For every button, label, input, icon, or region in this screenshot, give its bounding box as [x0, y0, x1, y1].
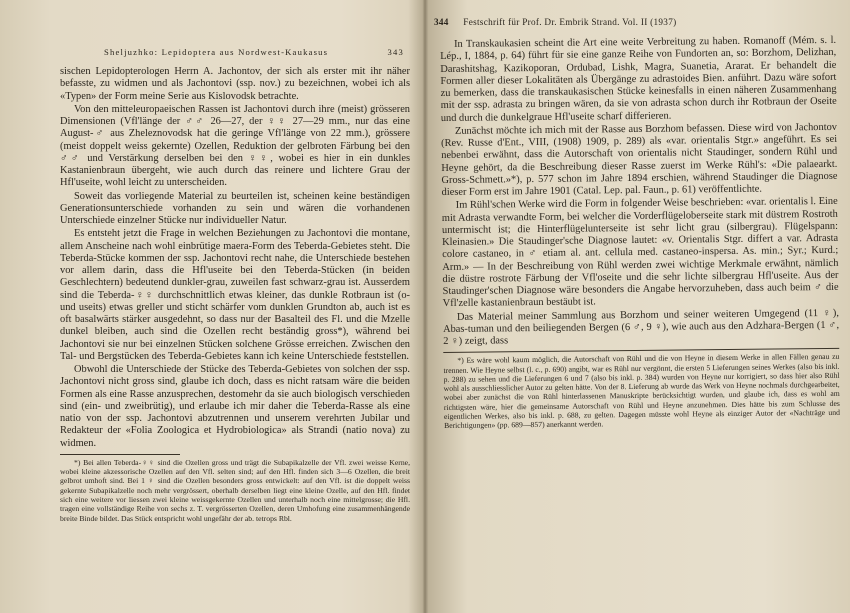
paragraph: sischen Lepidopterologen Herrn A. Jachontov, der sich als erster mit ihr näher befasste, zu widmen und als Jachontovi (ssp. nov.) zu bezeichnen, wobei ich als «Typen» der Form meine Serie aus Kislovodsk betrachte.: [60, 66, 410, 102]
paragraph: Obwohl die Unterschiede der Stücke des Teberda-Gebietes von solchen der ssp. Jachontovi nicht gross sind, glaube ich doch, dass es nicht ratsam wäre die beiden Formen als eine Rasse anzusprechen, destomehr da sie auch biologisch verschieden sind (ein- und zweibrütig), und erlaube ich mir daher die Teberda-Rasse als eine natio von der ssp. Jachontovi abzutrennen und unserem verehrten Jubilar und Redakteur der «Folia Zoologica et Hydrobiologica» als Strandi (natio nova) zu widmen.: [60, 364, 410, 449]
paragraph: Von den mitteleuropaeischen Rassen ist Jachontovi durch ihre (meist) grösseren Dimensionen (Vfl'länge der ♂♂ 26—27, der ♀♀ 27—29 mm., nur das eine August-♂ aus Zheleznovodsk hat die geringe Vfl'länge von 22 mm.), grössere (meist doppelt weiss gekernte) Ozellen, Reduktion der gelbroten Färbung bei den ♂♂ und Verstärkung derselben bei den ♀♀, wobei es hier in ein dunkles Kastanienbraun übergeht, wie auch durch das reinere und lichtere Grau der Hfl'useite, wohl leicht zu unterscheiden.: [60, 103, 410, 189]
left-text-column: [60, 66, 410, 524]
header-title: Sheljuzhko: Lepidoptera aus Nordwest-Kaukasus: [104, 47, 329, 57]
paragraph: Soweit das vorliegende Material zu beurteilen ist, scheinen keine beständigen Generationsunterschiede vorhanden zu sein und wären die vorhandenen Unterschiede einzelner Stücke nur individueller Natur.: [60, 190, 410, 226]
footnote: *) Es wäre wohl kaum möglich, die Autorschaft von Rühl und die von Heyne in diesem Werke in allen Fällen genau zu trennen. Wie Heyne selbst (l. c., p. 690) angibt, war es Rühl nur vergönnt, die ersten 5 Lieferungen seines Werkes (also bis inkl. p. 288) zu sehen und die Lieferungen 6 und 7 (also bis inkl. p. 384) wurden von Heyne nur korrigiert, so dass hier also Rühl wohl als ausschliesslicher Autor zu gelten hätte. Von der 8. Lieferung ab wurde das Werk von Heyne nochmals durchgearbeitet, wobei aber zunächst die von Rühl hinterlassenen Manuskripte berücksichtigt wurden, und glaube ich, dass es wohl am richtigsten wäre, hier die gemeinsame Autorschaft von Rühl und Heyne anzunehmen. Dies hätte bis zum Schlusse des eigentlichen Werkes, also bis inkl. p. 688, zu gelten. Dagegen müsste wohl Heyne als einziger Autor der «Nachträge und Berichtigungen» (pp. 689—857) anerkannt werden.: [443, 352, 840, 431]
running-header: [434, 17, 844, 27]
paragraph: In Transkaukasien scheint die Art eine weite Verbreitung zu haben. Romanoff (Mém. s. l. Lép., I, 1884, p. 64) führt für sie eine ganze Reihe von Fundorten an, so: Borzhom, Delizhan, Darashitshag, Kazikoporan, Ordubad, Lishk, Magra, Suanetia, Ararat. Er behandelt die Formen aller dieser Lokalitäten als Übergänge zu adrastoides Bien. anführt. Dazu wäre sofort zu bemerken, dass die transkaukasischen Stücke keinesfalls in einen näheren Zusammenhang mit der ssp. adrasta zu bringen wären, da sie von adrasta schon durch ihr Rotbraun der Oseite und durch die dunkelgraue Hfl'useite scharf differieren.: [440, 34, 837, 124]
header-title: Festschrift für Prof. Dr. Embrik Strand. Vol. II (1937): [463, 17, 677, 27]
paragraph: Im Rühl'schen Werke wird die Form in folgender Weise beschrieben: «var. orientalis l. Eine mit Adrasta verwandte Form, bei welcher die Vorderflügeloberseite stark mit düstrem Rostroth untermischt ist; die Hinterflügelunterseite ist sehr licht grau (silbergrau). Flügelspann: Kleinasien.» Die Staudinger'sche Diagnose lautet: «v. Orientalis Stgr. differt a var. Adrasta colore castaneo, in ♂ etiam al. ant. cellula med. castaneo-inspersa. As. min.; Syr.; Kurd.; Arm.» — In der Beschreibung von Rühl werden zwei wichtige Merkmale erwähnt, nämlich die düstre rostrote Färbung der Vfl'oseite und die sehr lichte silbergrau Hfl'useite. Aus der Staudinger'schen Diagnose wäre besonders die Angabe hervorzuheben, dass auch beim ♂ die Vfl'zelle kastanienbraun bestäubt ist.: [441, 196, 839, 310]
footnote-rule: [60, 454, 180, 455]
left-page: [0, 0, 424, 613]
paragraph: Es entsteht jetzt die Frage in welchen Beziehungen zu Jachontovi die montane, allem Anscheine nach wohl einbrütige maera-Form des Teberda-Gebietes steht. Die Teberda-Stücke kommen der ssp. Jachontovi recht nahe, die Unterschiede bestehen vor allem darin, dass die Hfl'useite bei den Teberda-Stücken (in beiden Geschlechtern) bedeutend dunkler-grau, zuweilen fast schwarz-grau ist. Ausserdem sind die Teberda-♀♀ durchschnittlich etwas kleiner, das dunkle Rotbraun ist (o- und useits) etwas greller und sticht schärfer vom dunklen Grundton ab, auch ist es oft basalwärts stärker ausgedehnt, so dass nur der Basalteil des Fl. und die Mzelle dunkel bleiben, auch sind die Ozellen recht beständig gross*), während bei Jachontovi sie nur bei einzelnen Stücken solchene Grösse erreichen. Zwischen den Tal- und Bergstücken des Teberda-Gebietes kann ich keine Unterschiede feststellen.: [60, 228, 410, 362]
footnote: *) Bei allen Teberda-♀♀ sind die Ozellen gross und trägt die Subapikalzelle der Vfl. zwei weisse Kerne, wobei kleine akzessorische Ozellen auf den Vfl. selten sind; auf den Hfl. finden sich 3—6 Ozellen, die breit gelbrot umhoft sind. Bei 1 ♀ sind die Ozellen besonders gross entwickelt: auf den Vfl. ist die doppelt weiss gekernte Subapikalzelle noch mehr vergrössert, oberhalb derselben liegt eine kleine Ozelle, auf den Hfl. findet sich eine weitere vor liessen zwei kleine weissgekernte Ozellen und unterhalb noch eine mittelgrosse; die Hfl. tragen eine vollständige Reihe von sechs z. T. vergrösserten Ozellen, deren Umhofung eine zusammenhängende breite Binde bildet. Das Stück entspricht wohl ungefähr der ab. tetrops Rbl.: [60, 457, 410, 523]
running-header: [104, 47, 404, 57]
page-number: 343: [387, 47, 404, 57]
page-number: 344: [434, 17, 449, 27]
right-text-column: [440, 35, 840, 432]
paragraph: Zunächst möchte ich mich mit der Rasse aus Borzhom befassen. Diese wird von Jachontov (Rev. Russe d'Ent., VIII, (1908) 1909, p. 289) als «var. orientalis Stgr.» angeführt. Es sei nebenbei erwähnt, dass die Autorschaft von orientalis nicht Staudinger, sondern Rühl und Heyne gehört, da die Beschreibung dieser Rasse zuerst im Werke Rühl's: «Die palaearkt. Gross-Schmett.»*), p. 577 schon im Jahre 1894 erschien, während Staudinger die Diagnose dieser Form erst im Jahre 1901 (Catal. Lep. pal. Faun., p. 61) veröffentlichte.: [441, 121, 838, 198]
right-page: [426, 0, 850, 613]
paragraph: Das Material meiner Sammlung aus Borzhom und seiner weiteren Umgegend (11 ♀), Abas-tuman und den beiliegenden Bergen (6 ♂, 9 ♀), wie auch aus den Adzhara-Bergen (1 ♂, 2 ♀) zeigt, dass: [442, 307, 840, 347]
